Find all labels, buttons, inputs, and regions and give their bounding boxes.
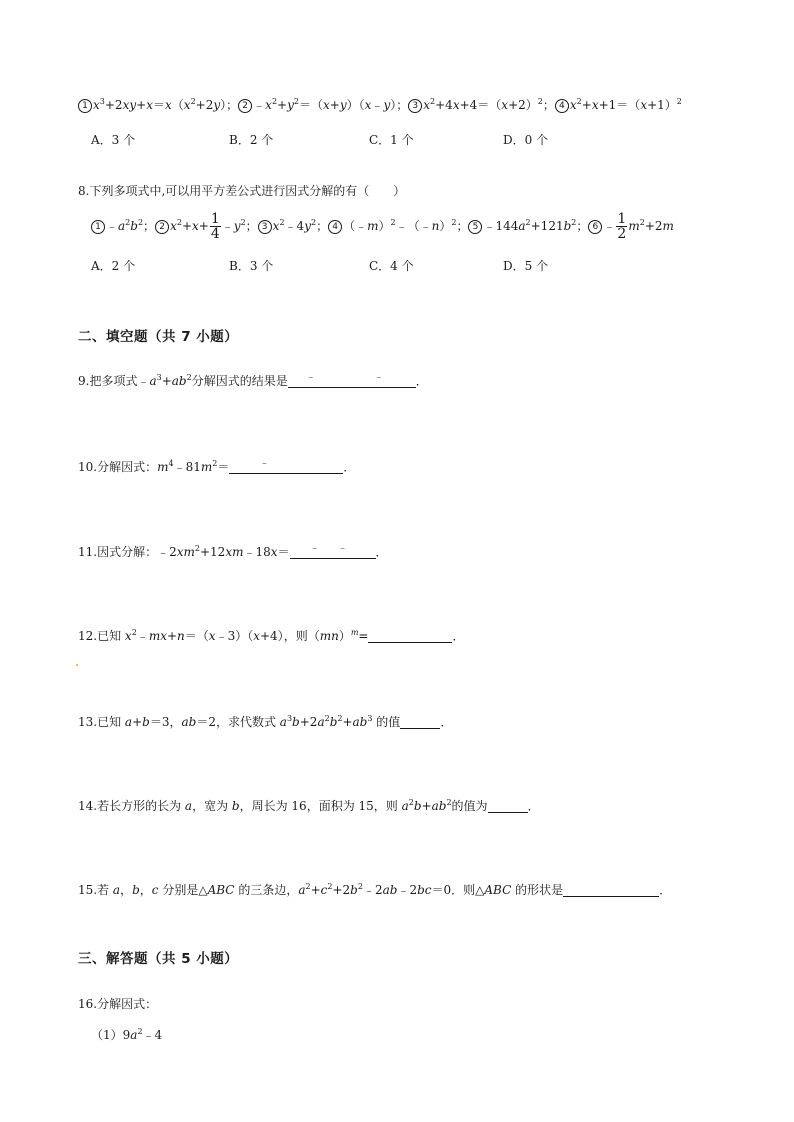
q8-option-c[interactable]: C．4 个	[369, 259, 414, 273]
q15-answer-blank[interactable]	[563, 882, 659, 897]
q9-tail: 分解因式的结果是	[191, 374, 288, 388]
q7-option-b[interactable]: B．2 个	[229, 133, 274, 147]
q8-stem: 8.下列多项式中,可以用平方差公式进行因式分解的有（ ）	[78, 184, 406, 198]
q13-mid: ，求代数式	[215, 715, 276, 729]
q10-answer-blank[interactable]: ﹣	[229, 459, 343, 474]
q13-stem: 13.已知	[78, 715, 122, 729]
q7-option-d[interactable]: D．0 个	[503, 133, 549, 147]
circled-1: 1	[78, 99, 92, 113]
question-14: 14.若长方形的长为 a，宽为 b，周长为 16，面积为 15，则 $a^2b+ab^2$的值为 ．	[78, 798, 540, 813]
circled-3: 3	[258, 220, 272, 234]
q15-part2: 的三条边，	[238, 883, 299, 897]
question-12: 12.已知 $x^2﹣mx+n=(x﹣3)(x+4)$，则（mn）$^m$= ．	[78, 628, 465, 643]
q7-option-a[interactable]: A．3 个	[91, 133, 136, 147]
q16-stem: 16.分解因式：	[78, 997, 158, 1011]
q11-stem: 11.因式分解：	[78, 545, 158, 559]
q15-part1: 分别是△	[162, 883, 208, 897]
q8-statements: 1 $﹣a^2b^2$； 2 $x^2+x+$ $\frac{1}{4}$ $﹣y^2$； 3 $x^2﹣4y^2$； 4 （﹣m）$^2$﹣（﹣n）$^2$； 5 $﹣144a^2+121b^2$； 6 ﹣ $\frac{1}{2}$ $m^2+2m$	[91, 212, 674, 241]
q15-stem: 15.若	[78, 883, 110, 897]
q8-option-b[interactable]: B．3 个	[229, 259, 274, 273]
circled-4: 4	[555, 99, 569, 113]
circled-2: 2	[155, 220, 169, 234]
circled-4: 4	[328, 220, 342, 234]
q8-option-d[interactable]: D．5 个	[503, 259, 549, 273]
q14-tail: 的值为	[451, 799, 488, 813]
question-11: 11.因式分解：$﹣2xm^2+12xm﹣18x=$ ﹣ ﹣ ．	[78, 543, 388, 559]
section-heading-fill-in: 二、填空题（共 7 小题）	[78, 329, 239, 345]
q16-item1-label: （1）9	[91, 1028, 131, 1042]
circled-2: 2	[238, 99, 252, 113]
q14-answer-blank[interactable]	[488, 798, 528, 813]
q16-item-1: $(1)9a^2﹣4$	[91, 1027, 163, 1042]
q12-answer-blank[interactable]	[368, 628, 452, 643]
circled-5: 5	[468, 220, 482, 234]
q14-stem: 14.若长方形的长为	[78, 799, 182, 813]
circled-1: 1	[91, 220, 105, 234]
q15-tail: 的形状是	[515, 883, 564, 897]
q8-option-a[interactable]: A．2 个	[91, 259, 136, 273]
question-13: 13.已知 a+b＝3，ab＝2，求代数式 $a^3b+2a^2b^2+ab^3$ 的值 ．	[78, 714, 453, 729]
q12-stem: 12.已知	[78, 629, 122, 643]
q9-answer-blank[interactable]: ﹣ ﹣	[288, 373, 416, 388]
q13-answer-blank[interactable]	[400, 714, 440, 729]
q7-option-c[interactable]: C．1 个	[369, 133, 414, 147]
q14-part1: ，宽为	[192, 799, 229, 813]
circled-3: 3	[408, 99, 422, 113]
q12-end: =	[358, 629, 369, 643]
q7-statements: 1 $x^3+2xy+x=x(x^2+2y)$； 2 $﹣x^2+y^2=(x+y)(x﹣y)$； 3 $x^2+4x+4=(x+2)^2$； 4 $x^2+x+1=(x+1)^2$	[78, 96, 682, 114]
q10-stem: 10.分解因式：	[78, 460, 158, 474]
q13-tail: 的值	[376, 715, 401, 729]
section-heading-solve: 三、解答题（共 5 小题）	[78, 951, 239, 967]
question-15: 15.若 a，b，c 分别是△ABC 的三条边，$a^2+c^2+2b^2﹣2ab﹣2bc=0$．则△ABC 的形状是 ．	[78, 882, 672, 897]
question-10: 10.分解因式：$m^4﹣81m^2=$ ﹣ ．	[78, 458, 356, 474]
fraction-one-quarter: $\frac{1}{4}$	[210, 211, 220, 242]
fraction-one-half: $\frac{1}{2}$	[617, 211, 627, 242]
q9-stem: 9.把多项式	[78, 374, 138, 388]
circled-6: 6	[588, 220, 602, 234]
q15-part3: ．则△	[451, 883, 485, 897]
q11-answer-blank[interactable]: ﹣ ﹣	[290, 544, 376, 559]
stray-mark	[76, 664, 78, 666]
q12-mid: ，则（	[283, 629, 320, 643]
question-9: 9.把多项式$﹣a^3+ab^2$分解因式的结果是 ﹣ ﹣ ．	[78, 372, 428, 388]
q14-part2: ，周长为 16，面积为 15，则	[239, 799, 398, 813]
